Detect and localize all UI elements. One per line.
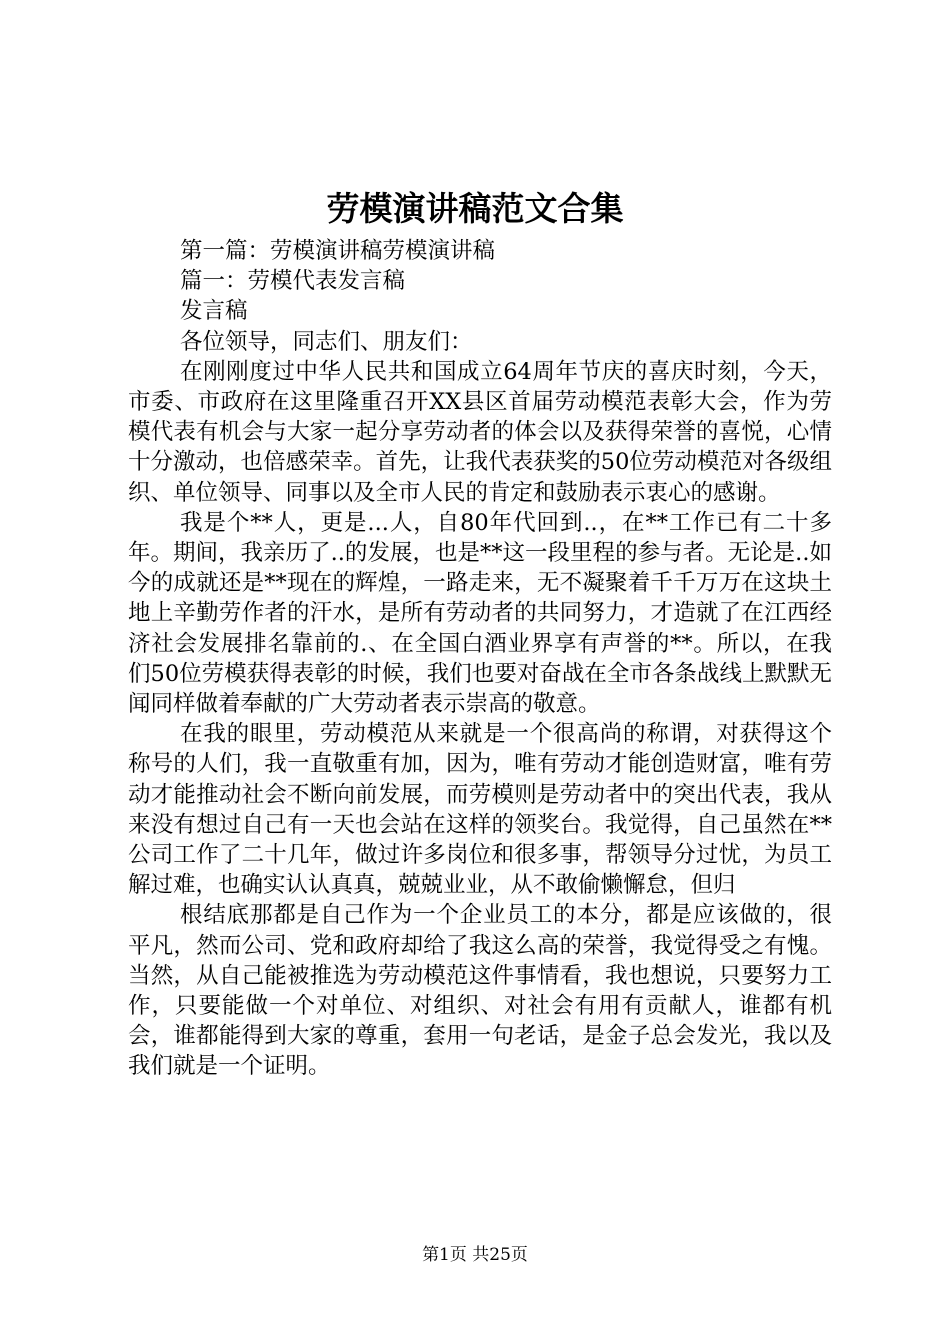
section-heading: 第一篇：劳模演讲稿劳模演讲稿 xyxy=(180,238,496,264)
salutation: 各位领导，同志们、朋友们： xyxy=(180,328,473,355)
document-body xyxy=(128,236,832,1082)
speech-label: 发言稿 xyxy=(180,298,248,325)
document-title: 劳模演讲稿范文合集 xyxy=(326,189,624,228)
subsection-heading: 篇一：劳模代表发言稿 xyxy=(180,268,406,295)
paragraph: 在刚刚度过中华人民共和国成立64周年节庆的喜庆时刻，今天，市委、市政府在这里隆重召开XX县区首届劳动模范表彰大会，作为劳模代表有机会与大家一起分享劳动者的体会以及获得荣誉的喜悦，心情十分激动，也倍感荣幸。首先，让我代表获奖的50位劳动模范对各级组织、单位领导、同事以及全市人民的肯定和鼓励表示衷心的感谢。 xyxy=(128,358,832,506)
paragraph: 在我的眼里，劳动模范从来就是一个很高尚的称谓，对获得这个称号的人们，我一直敬重有加，因为，唯有劳动才能创造财富，唯有劳动才能推动社会不断向前发展，而劳模则是劳动者中的突出代表，我从来没有想过自己有一天也会站在这样的领奖台。我觉得，自己虽然在**公司工作了二十几年，做过许多岗位和很多事，帮领导分过忧，为员工解过难，也确实认认真真，兢兢业业，从不敢偷懒懈怠，但归 xyxy=(128,721,832,899)
page-footer: 第1页 共25页 xyxy=(422,1245,528,1265)
paragraph: 根结底那都是自己作为一个企业员工的本分，都是应该做的，很平凡，然而公司、党和政府却给了我这么高的荣誉，我觉得受之有愧。当然，从自己能被推选为劳动模范这件事情看，我也想说，只要努力工作，只要能做一个对单位、对组织、对社会有用有贡献人，谁都有机会，谁都能得到大家的尊重，套用一句老话，是金子总会发光，我以及我们就是一个证明。 xyxy=(128,902,832,1080)
paragraph: 我是个**人，更是...人，自80年代回到..，在**工作已有二十多年。期间，我亲历了..的发展，也是**这一段里程的参与者。无论是..如今的成就还是**现在的辉煌，一路走来，无不凝聚着千千万万在这块土地上辛勤劳作者的汗水，是所有劳动者的共同努力，才造就了在江西经济社会发展排名靠前的.、在全国白酒业界享有声誉的**。所以，在我们50位劳模获得表彰的时候，我们也要对奋战在全市各条战线上默默无闻同样做着奉献的广大劳动者表示崇高的敬意。 xyxy=(128,509,832,718)
